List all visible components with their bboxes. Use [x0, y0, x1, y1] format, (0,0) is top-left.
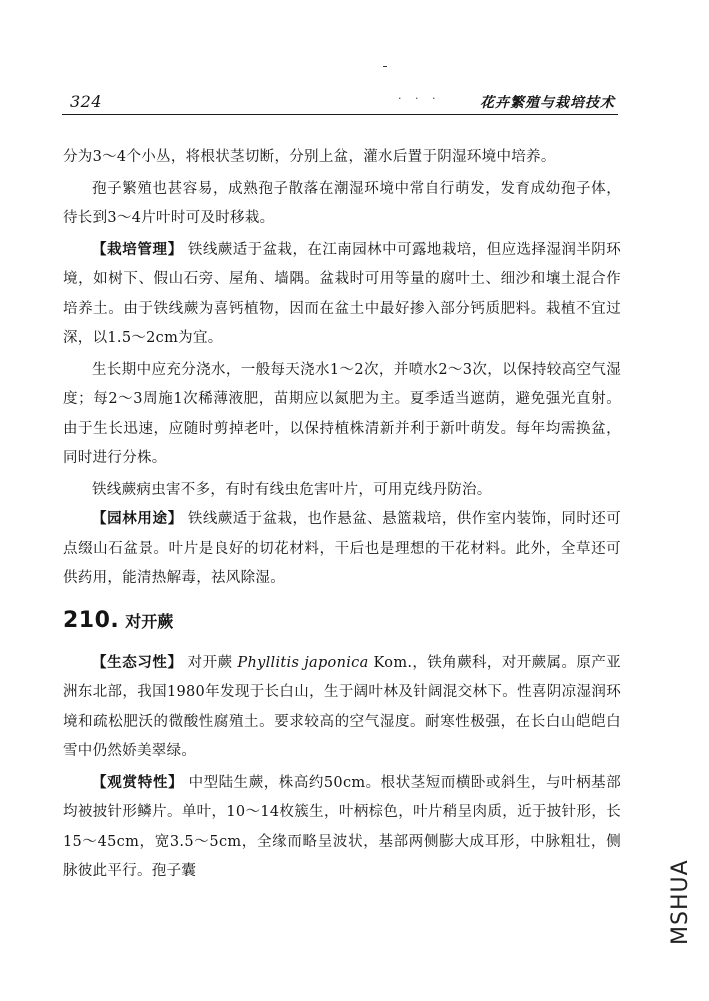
- paragraph-landscape-use: [63, 505, 621, 594]
- cultivation-text: 铁线蕨适于盆栽，在江南园林中可露地栽培，但应选择湿润半阴环境，如树下、假山石旁、屋角、墙隅。盆栽时可用等量的腐叶土、细沙和壤土混合作培养土。由于铁线蕨为喜钙植物，因而在盆土中最好掺入部分钙质肥料。栽植不宜过深，以1.5～2cm为宜。: [63, 241, 622, 346]
- section-title: 对开蕨: [125, 611, 174, 631]
- lead-ecology: 【生态习性】: [92, 654, 183, 671]
- landscape-use-text: 铁线蕨适于盆栽，也作悬盆、悬篮栽培，供作室内装饰，同时还可点缀山石盆景。叶片是良好的切花材料，干后也是理想的干花材料。此外，全草还可供药用，能清热解毒，祛风除湿。: [63, 511, 622, 586]
- body-text: [63, 143, 621, 887]
- ecology-text: Kom.，铁角蕨科，对开蕨属。原产亚洲东北部，我国1980年发现于长白山，生于阔叶林及针阔混交林下。性喜阴凉湿润环境和疏松肥沃的微酸性腐殖土。要求较高的空气湿度。耐寒性极强，在长白山皑皑白雪中仍然娇美翠绿。: [63, 654, 621, 759]
- paragraph-spore-propagation: 孢子繁殖也甚容易，成熟孢子散落在潮湿环境中常自行萌发，发育成幼孢子体，待长到3～4片叶时可及时移栽。: [63, 180, 621, 226]
- scan-mark: [383, 66, 387, 67]
- paragraph-watering: 生长期中应充分浇水，一般每天浇水1～2次，并喷水2～3次，以保持较高空气湿度；每2～3周施1次稀薄液肥，苗期应以氮肥为主。夏季适当遮荫，避免强光直射。由于生长迅速，应随时剪掉老叶，以保持植株清新并利于新叶萌发。每年均需换盆，同时进行分株。: [63, 361, 621, 466]
- section-heading: [63, 604, 621, 639]
- page-number: 324: [70, 92, 103, 111]
- paragraph-ecology: [63, 649, 621, 767]
- ecology-pre: 对开蕨: [187, 654, 233, 671]
- paragraph-ornamental: [63, 769, 621, 887]
- running-title: 花卉繁殖与栽培技术: [480, 95, 615, 111]
- scan-dots: · · ·: [398, 92, 441, 105]
- lead-ornamental: 【观赏特性】: [92, 774, 184, 791]
- lead-cultivation: 【栽培管理】: [92, 241, 183, 258]
- header-rule: [62, 114, 618, 115]
- paragraph-pests: 铁线蕨病虫害不多，有时有线虫危害叶片，可用克线丹防治。: [92, 481, 492, 498]
- ornamental-text: 中型陆生蕨，株高约50cm。根状茎短而横卧或斜生，与叶柄基部均被披针形鳞片。单叶，10～14枚簇生，叶柄棕色，叶片稍呈肉质，近于披针形，长15～45cm，宽3.5～5cm，全缘而略呈波状，基部两侧膨大成耳形，中脉粗壮，侧脉彼此平行。孢子囊: [63, 774, 622, 879]
- watermark: MSHUA: [668, 859, 693, 945]
- latin-name: Phyllitis japonica: [237, 654, 369, 671]
- lead-landscape-use: 【园林用途】: [92, 511, 183, 527]
- section-number: 210.: [63, 607, 120, 633]
- paragraph-division: 分为3～4个小丛，将根状茎切断，分别上盆，灌水后置于阴湿环境中培养。: [63, 149, 556, 165]
- paragraph-cultivation: [63, 236, 621, 354]
